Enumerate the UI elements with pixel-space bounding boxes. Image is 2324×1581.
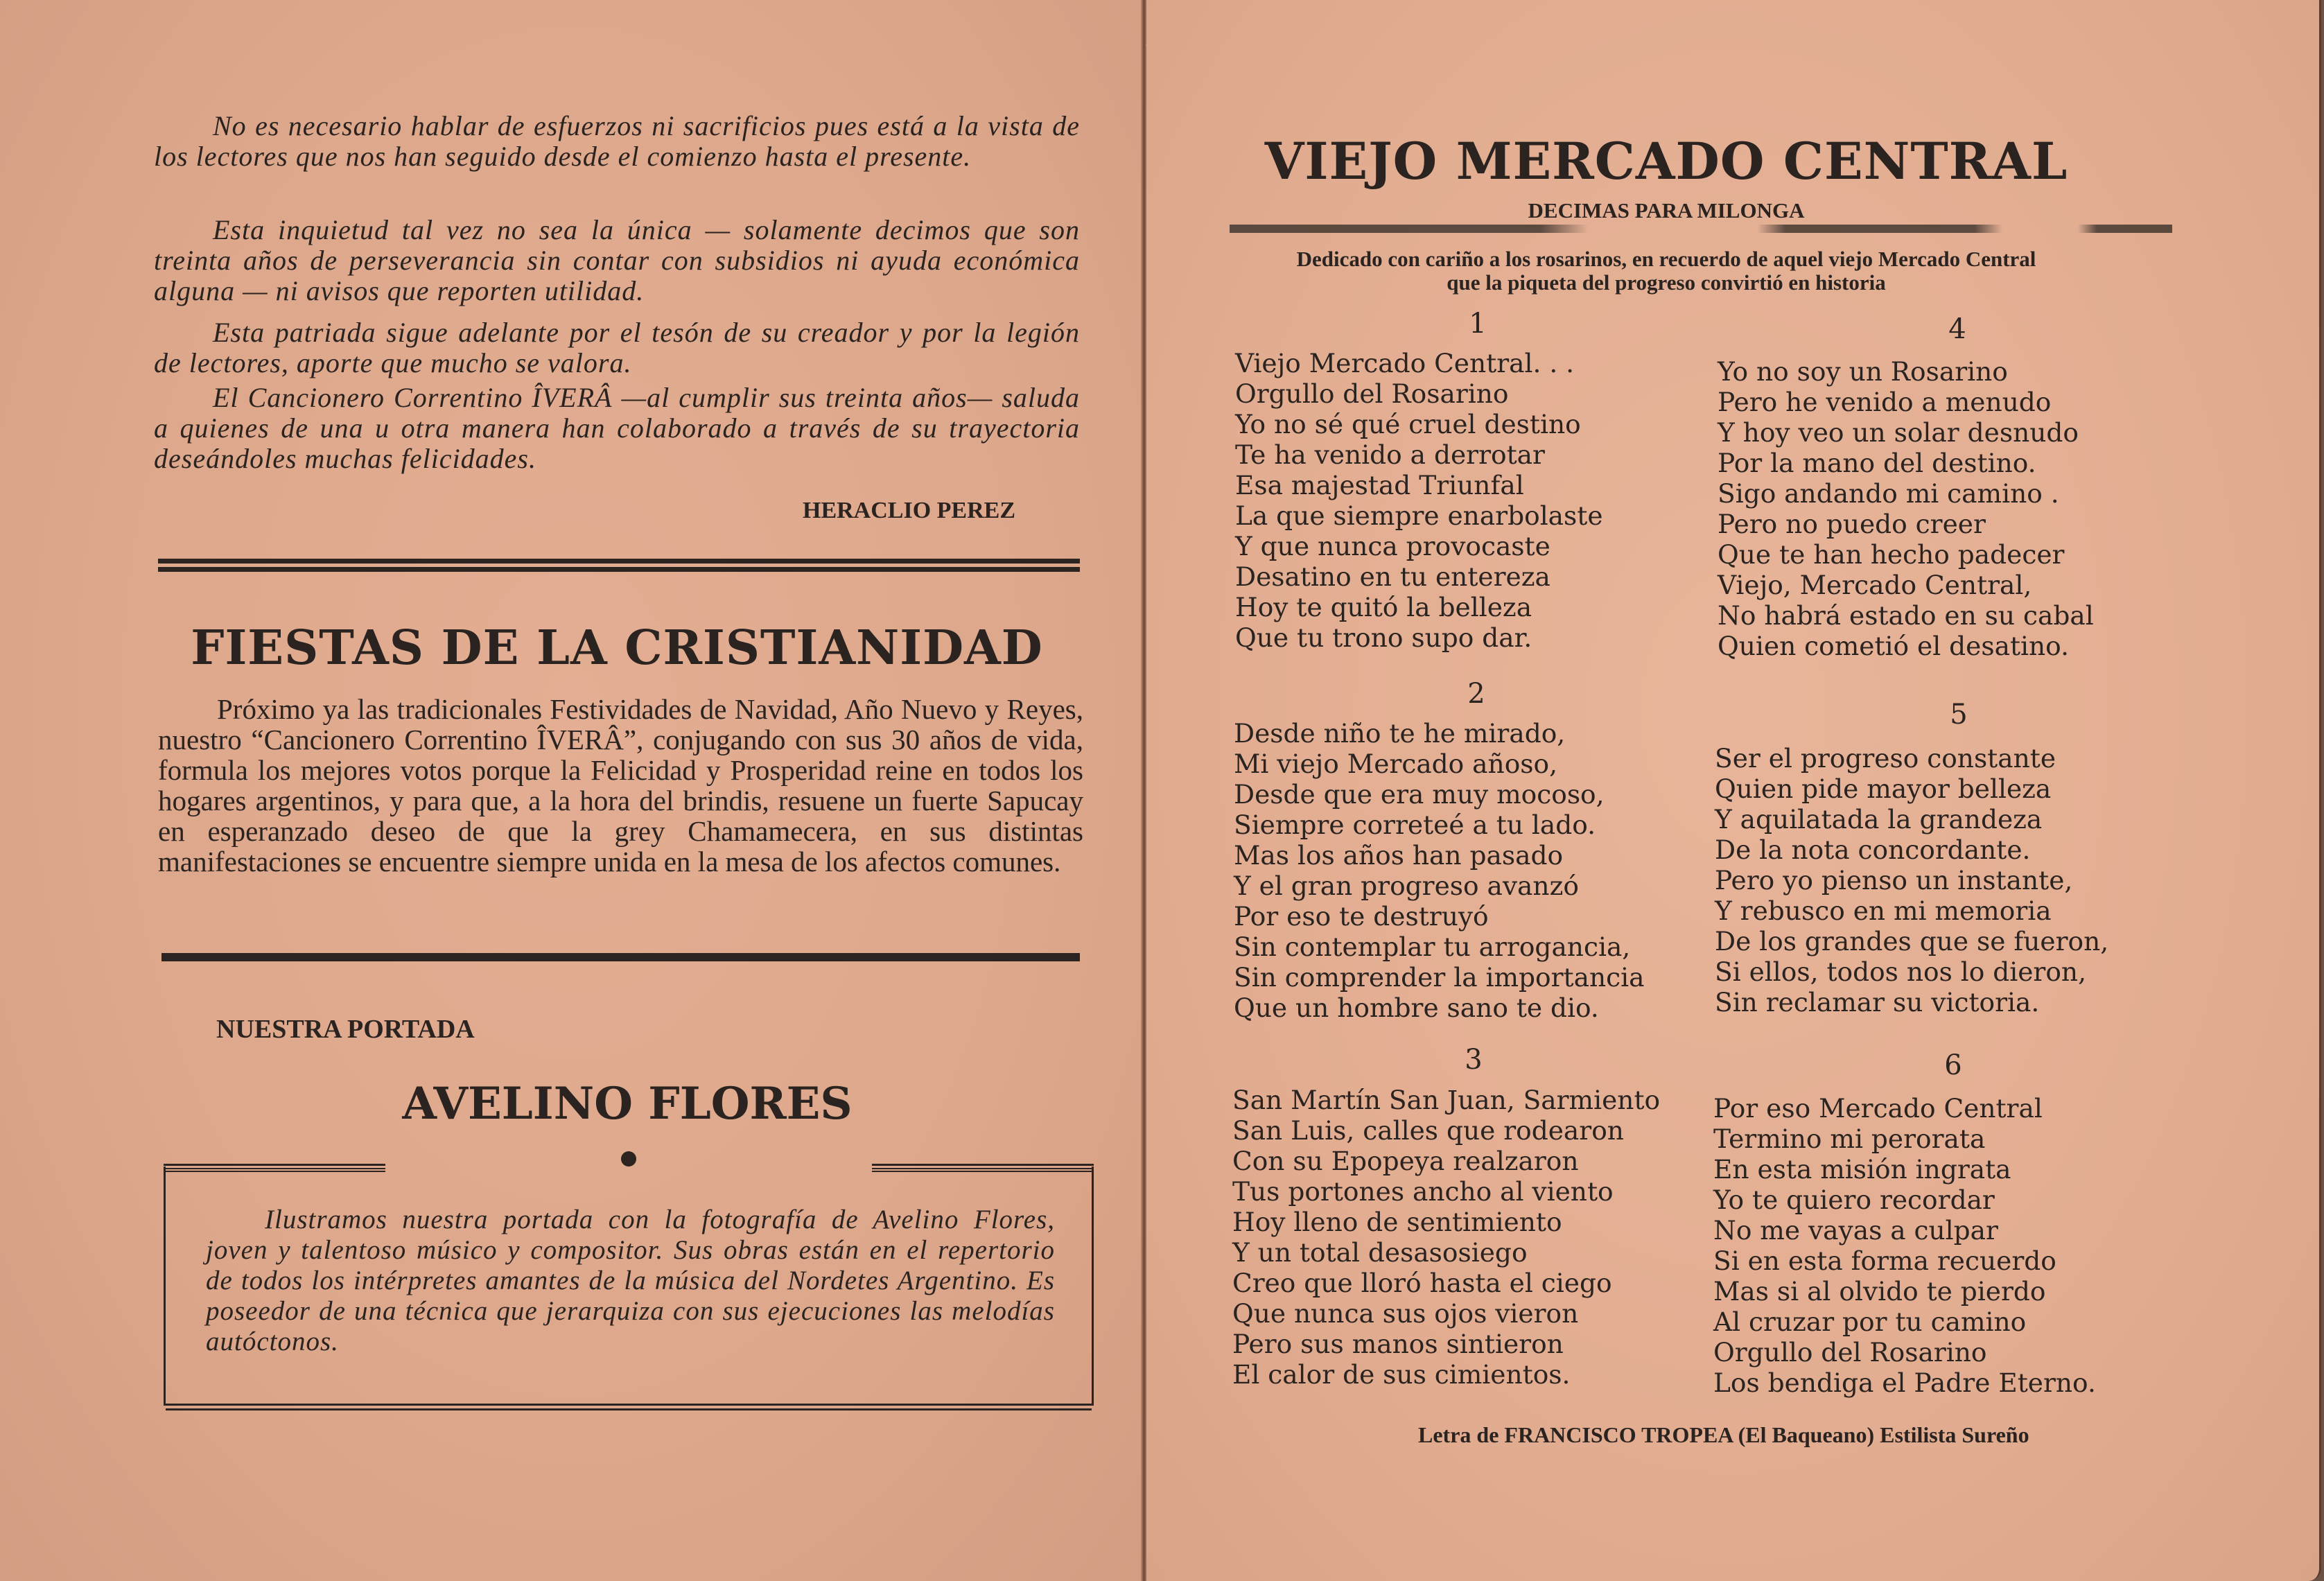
- verse-line: Desde niño te he mirado,: [1234, 718, 1566, 749]
- verse-line: Quien pide mayor belleza: [1715, 774, 2052, 804]
- verse-line: Los bendiga el Padre Eterno.: [1713, 1368, 2096, 1398]
- fiestas-body: Próximo ya las tradicionales Festividades de Navidad, Año Nuevo y Reyes, nuestro “Cancionero Correntino ÎVERÂ”, conjugando con sus 30 años de vida, formula los mejores votos porque la Felicidad y Prosperidad reine en todos los hogares argentinos, y para que, a la hora del brindis, resuene un fuerte Sapucay en esperanzado deseo de que la grey Chamamecera, en sus distintas manifestaciones se encuentre siempre unida en la mesa de los afectos comunes.: [158, 693, 1083, 877]
- poem-subtitle: DECIMAS PARA MILONGA: [1528, 198, 1805, 222]
- verse-line: Y que nunca provocaste: [1235, 531, 1550, 561]
- verse-line: Sin reclamar su victoria.: [1715, 987, 2040, 1017]
- verse-line: Que nunca sus ojos vieron: [1232, 1298, 1579, 1329]
- portada-title: AVELINO FLORES: [402, 1078, 853, 1130]
- verse-line: Viejo Mercado Central. . .: [1235, 348, 1575, 378]
- verse-line: Creo que lloró hasta el ciego: [1232, 1268, 1612, 1298]
- stanza-3: [1232, 1085, 1660, 1390]
- verse-line: Esa majestad Triunfal: [1235, 470, 1524, 500]
- verse-line: Con su Epopeya realzaron: [1232, 1146, 1579, 1176]
- fiestas-title: FIESTAS DE LA CRISTIANIDAD: [191, 620, 1043, 676]
- verse-line: Mi viejo Mercado añoso,: [1234, 749, 1558, 779]
- portada-box-text: Ilustramos nuestra portada con la fotografía de Avelino Flores, joven y talentoso músico y compositor. Sus obras están en el repertorio de todos los intérpretes amantes de la música del Nordetes Argentino. Es poseedor de una técnica que jerarquiza con sus ejecuciones las melodías autóctonos.: [206, 1205, 1055, 1356]
- verse-line: Pero sus manos sintieron: [1232, 1329, 1564, 1359]
- stanza-number: 4: [1948, 313, 1966, 345]
- verse-line: Quien cometió el desatino.: [1718, 631, 2070, 661]
- verse-line: Termino mi perorata: [1713, 1124, 1986, 1154]
- verse-line: Sin contemplar tu arrogancia,: [1234, 932, 1631, 962]
- stanza-number: 6: [1944, 1049, 1962, 1081]
- portada-box: [164, 1167, 1094, 1406]
- verse-line: Pero he venido a menudo: [1718, 387, 2052, 417]
- poem-credit: Letra de FRANCISCO TROPEA (El Baqueano) Estilista Sureño: [1418, 1422, 2029, 1447]
- verse-line: Por eso te destruyó: [1234, 901, 1489, 932]
- verse-line: Mas si al olvido te pierdo: [1713, 1276, 2046, 1307]
- verse-line: Y un total desasosiego: [1232, 1237, 1528, 1268]
- verse-line: Que un hombre sano te dio.: [1234, 993, 1599, 1023]
- stanza-number: 3: [1465, 1044, 1483, 1076]
- verse-line: La que siempre enarbolaste: [1235, 500, 1603, 531]
- verse-line: Sin comprender la importancia: [1234, 962, 1645, 993]
- verse-line: Pero yo pienso un instante,: [1715, 865, 2073, 896]
- verse-line: Pero no puedo creer: [1718, 509, 1986, 539]
- verse-line: No habrá estado en su cabal: [1718, 600, 2094, 631]
- bullet-ornament: [621, 1151, 636, 1167]
- verse-line: Siempre correteé a tu lado.: [1234, 810, 1596, 840]
- verse-line: No me vayas a culpar: [1713, 1215, 1998, 1246]
- stanza-5: [1715, 743, 2108, 1017]
- stanza-4: [1718, 356, 2094, 661]
- verse-line: Ser el progreso constante: [1715, 743, 2056, 774]
- verse-line: El calor de sus cimientos.: [1232, 1359, 1571, 1390]
- verse-line: Si ellos, todos nos lo dieron,: [1715, 957, 2086, 987]
- stanza-2: [1234, 718, 1644, 1023]
- portada-label: NUESTRA PORTADA: [216, 1015, 475, 1044]
- stanza-6: [1713, 1093, 2096, 1398]
- verse-line: Sigo andando mi camino .: [1718, 478, 2059, 509]
- verse-line: Orgullo del Rosarino: [1235, 378, 1509, 409]
- verse-line: Y el gran progreso avanzó: [1234, 871, 1579, 901]
- verse-line: San Luis, calles que rodearon: [1232, 1115, 1624, 1146]
- intro-paragraph: Esta patriada sigue adelante por el tesón de su creador y por la legión de lectores, aporte que mucho se valora.: [154, 317, 1080, 378]
- verse-line: En esta misión ingrata: [1713, 1154, 2011, 1185]
- verse-line: Al cruzar por tu camino: [1713, 1307, 2027, 1337]
- verse-line: San Martín San Juan, Sarmiento: [1232, 1085, 1661, 1115]
- verse-line: Orgullo del Rosarino: [1713, 1337, 1987, 1368]
- verse-line: Desatino en tu entereza: [1235, 561, 1550, 592]
- verse-line: Hoy te quitó la belleza: [1235, 592, 1532, 622]
- verse-line: Y hoy veo un solar desnudo: [1718, 417, 2079, 448]
- right-page: [1146, 0, 2321, 1581]
- verse-line: De los grandes que se fueron,: [1715, 926, 2109, 957]
- verse-line: De la nota concordante.: [1715, 835, 2031, 865]
- poem-title: VIEJO MERCADO CENTRAL: [1264, 132, 2068, 191]
- signature: HERACLIO PEREZ: [803, 498, 1015, 523]
- heavy-rule: [161, 953, 1080, 961]
- verse-line: Yo no sé qué cruel destino: [1235, 409, 1581, 439]
- verse-line: Si en esta forma recuerdo: [1713, 1246, 2056, 1276]
- dedication-line-2: que la piqueta del progreso convirtió en historia: [1447, 270, 1886, 295]
- verse-line: Y aquilatada la grandeza: [1715, 804, 2043, 835]
- double-rule-top: [158, 559, 1080, 564]
- smudged-rule: [1230, 225, 2172, 233]
- verse-line: Yo no soy un Rosarino: [1718, 356, 2008, 387]
- verse-line: Desde que era muy mocoso,: [1234, 779, 1605, 810]
- stanza-number: 5: [1950, 699, 1968, 731]
- verse-line: Hoy lleno de sentimiento: [1232, 1207, 1562, 1237]
- intro-paragraph: Esta inquietud tal vez no sea la única — solamente decimos que son treinta años de perseverancia sin contar con subsidios ni ayuda económica alguna — ni avisos que reporten utilidad.: [154, 214, 1080, 306]
- left-page: [0, 0, 1145, 1581]
- verse-line: Por eso Mercado Central: [1713, 1093, 2043, 1124]
- intro-paragraph: El Cancionero Correntino ÎVERÂ —al cumplir sus treinta años— saluda a quienes de una u otra manera han colaborado a través de su trayectoria deseándoles muchas felicidades.: [154, 382, 1080, 474]
- intro-paragraph: No es necesario hablar de esfuerzos ni sacrificios pues está a la vista de los lectores que nos han seguido desde el comienzo hasta el presente.: [154, 110, 1080, 172]
- verse-line: Y rebusco en mi memoria: [1715, 896, 2052, 926]
- verse-line: Que tu trono supo dar.: [1235, 622, 1532, 653]
- stanza-number: 2: [1467, 678, 1485, 710]
- stanza-number: 1: [1469, 308, 1487, 340]
- stanza-1: [1235, 348, 1603, 653]
- dedication-line-1: Dedicado con cariño a los rosarinos, en recuerdo de aquel viejo Mercado Central: [1296, 247, 2036, 271]
- verse-line: Mas los años han pasado: [1234, 840, 1564, 871]
- verse-line: Te ha venido a derrotar: [1235, 439, 1545, 470]
- verse-line: Por la mano del destino.: [1718, 448, 2036, 478]
- verse-line: Yo te quiero recordar: [1713, 1185, 1995, 1215]
- verse-line: Tus portones ancho al viento: [1232, 1176, 1614, 1207]
- double-rule-bottom: [158, 567, 1080, 572]
- verse-line: Que te han hecho padecer: [1718, 539, 2065, 570]
- verse-line: Viejo, Mercado Central,: [1718, 570, 2032, 600]
